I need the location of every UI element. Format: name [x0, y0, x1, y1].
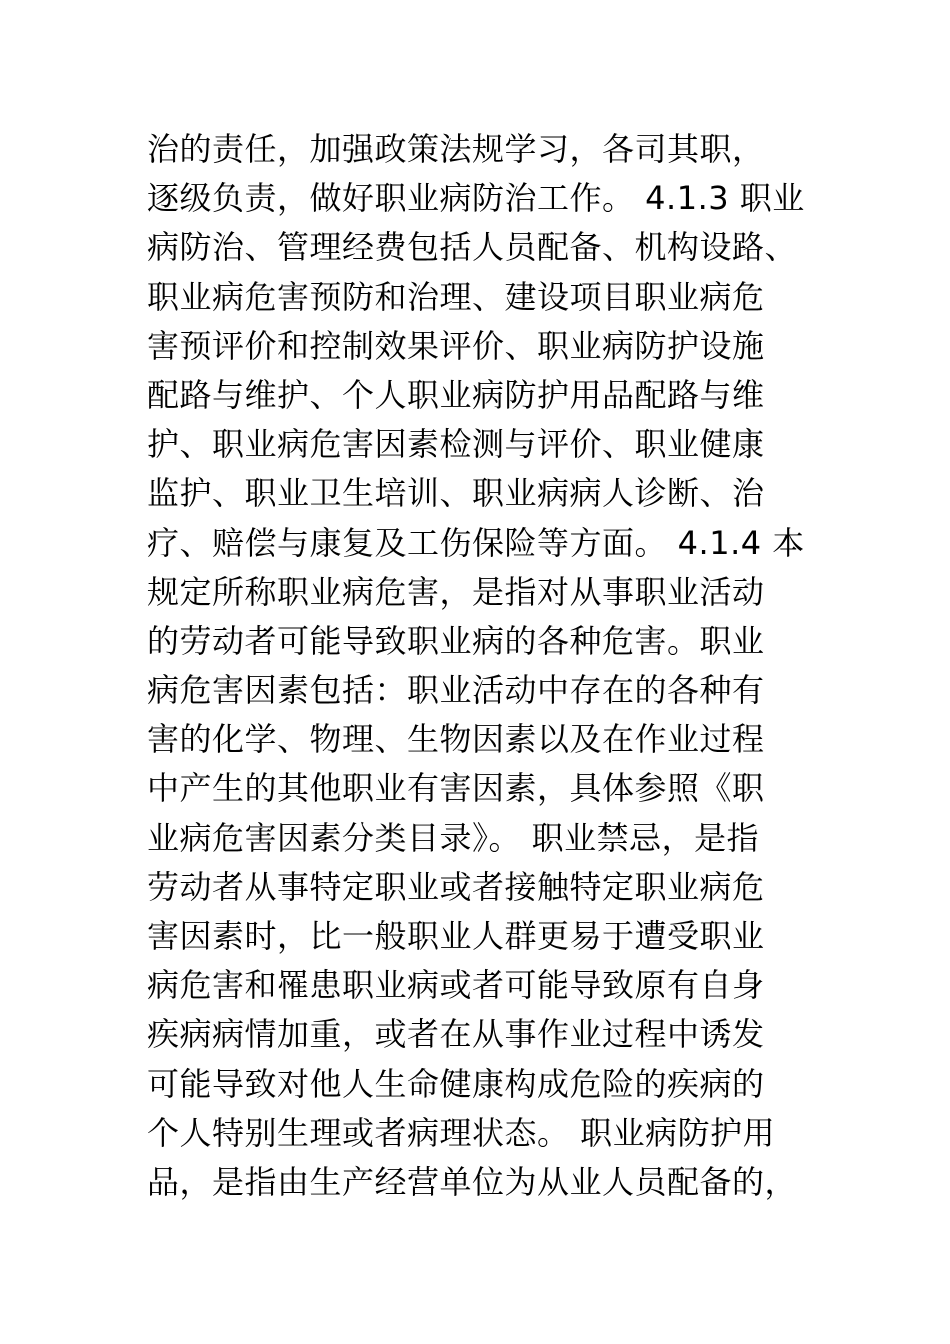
text-line: 劳动者从事特定职业或者接触特定职业病危 — [147, 867, 765, 906]
text-line: 个人特别生理或者病理状态。 职业病防护用 — [147, 1113, 776, 1152]
text-line: 疾病病情加重，或者在从事作业过程中诱发 — [147, 1015, 765, 1054]
text-line: 可能导致对他人生命健康构成危险的疾病的 — [147, 1064, 765, 1103]
text-line: 品，是指由生产经营单位为从业人员配备的， — [147, 1162, 798, 1201]
text-line: 疗、赔偿与康复及工伤保险等方面。 4.1.4 本 — [147, 523, 805, 562]
text-line: 病防治、管理经费包括人员配备、机构设路、 — [147, 228, 798, 267]
body-text — [147, 125, 847, 1207]
text-line: 病危害和罹患职业病或者可能导致原有自身 — [147, 966, 765, 1005]
text-line: 规定所称职业病危害，是指对从事职业活动 — [147, 572, 765, 611]
text-line: 逐级负责，做好职业病防治工作。 4.1.3 职业 — [147, 179, 805, 218]
text-line: 害的化学、物理、生物因素以及在作业过程 — [147, 720, 765, 759]
text-line: 职业病危害预防和治理、建设项目职业病危 — [147, 277, 765, 316]
text-line: 害预评价和控制效果评价、职业病防护设施 — [147, 326, 765, 365]
text-line: 害因素时，比一般职业人群更易于遭受职业 — [147, 917, 765, 955]
text-line: 监护、职业卫生培训、职业病病人诊断、治 — [147, 474, 765, 513]
text-line: 中产生的其他职业有害因素，具体参照《职 — [147, 769, 765, 808]
text-line: 治的责任，加强政策法规学习，各司其职， — [147, 130, 765, 168]
text-line: 病危害因素包括：职业活动中存在的各种有 — [147, 671, 765, 710]
text-line: 业病危害因素分类目录》。 职业禁忌，是指 — [147, 818, 760, 857]
text-line: 的劳动者可能导致职业病的各种危害。职业 — [147, 621, 765, 660]
text-line: 配路与维护、个人职业病防护用品配路与维 — [147, 375, 765, 414]
text-line: 护、职业病危害因素检测与评价、职业健康 — [147, 425, 765, 464]
